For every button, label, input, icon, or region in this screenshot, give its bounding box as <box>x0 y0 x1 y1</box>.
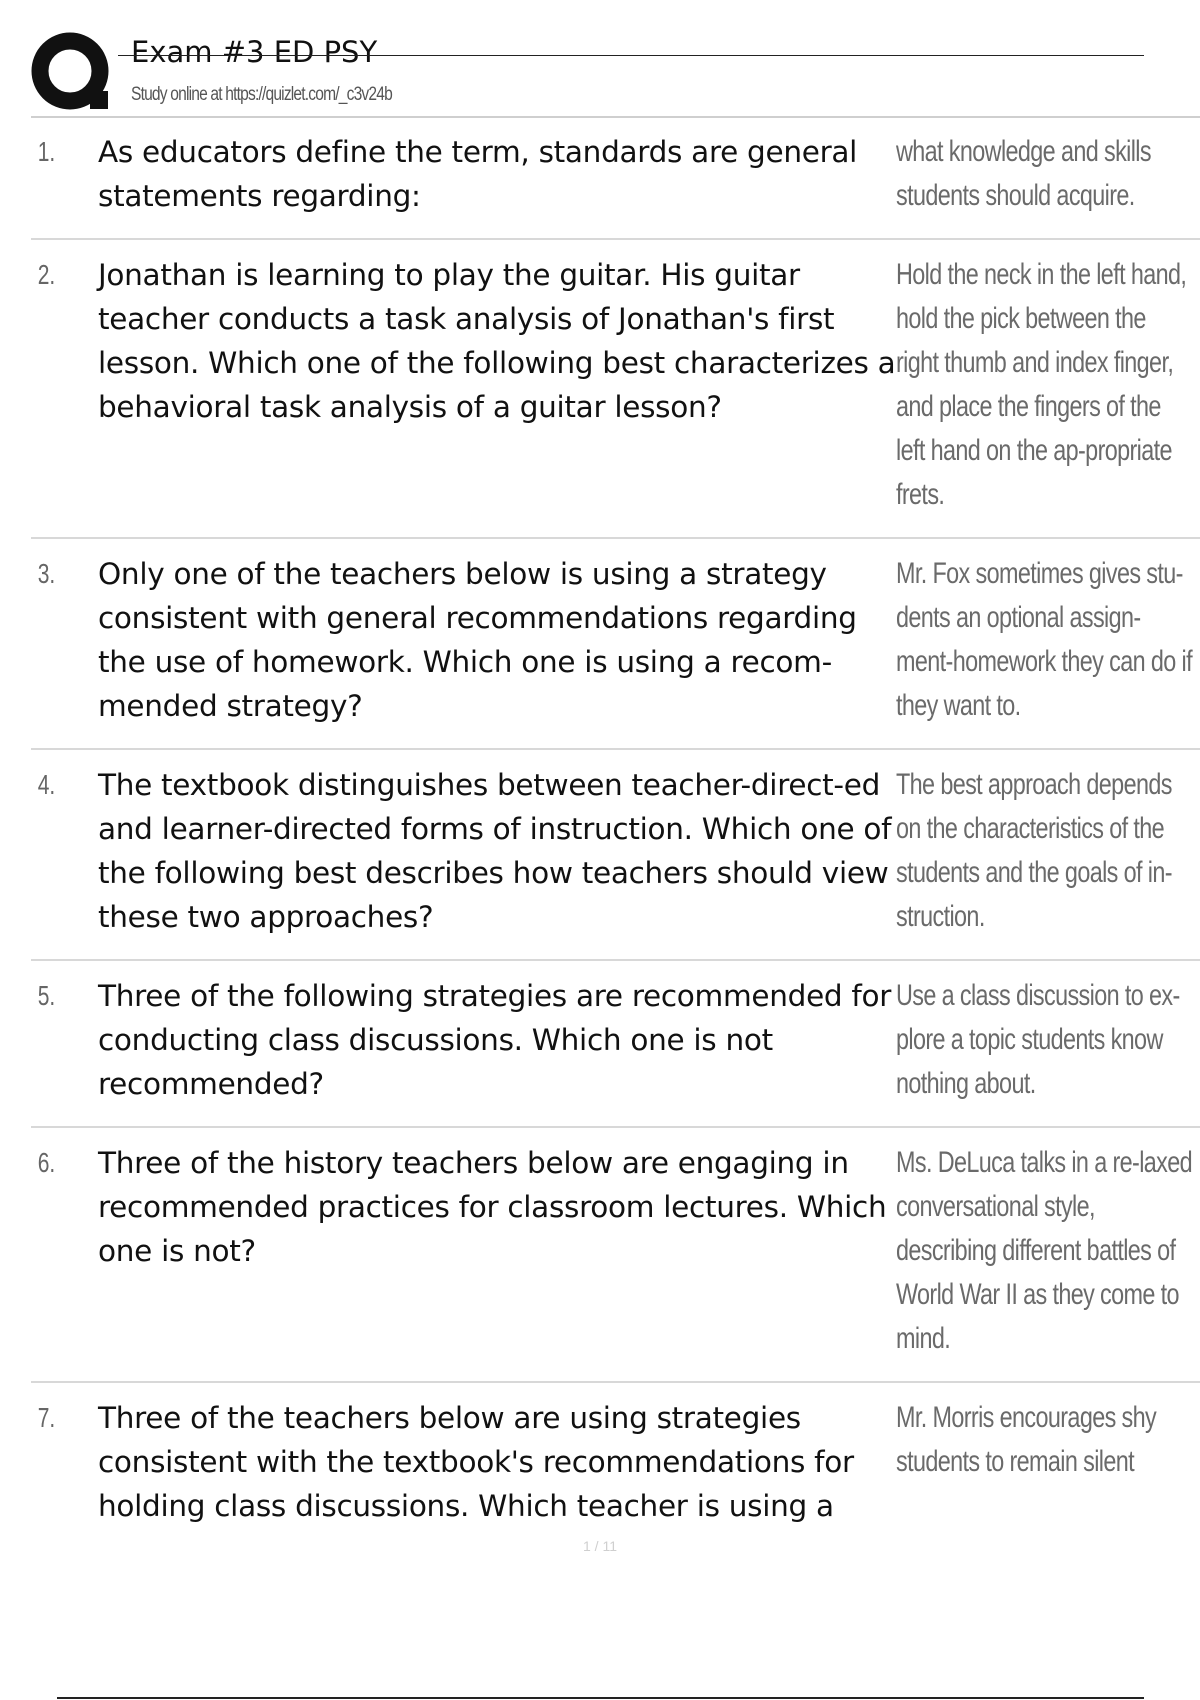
card-term: As educators define the term, standards are general statements regarding: <box>98 135 858 213</box>
flashcard-row <box>31 117 1200 240</box>
card-term: Only one of the teachers below is using a strategy consistent with general recommendations regarding the use of homework. Which one is using a recom-mended strategy? <box>98 557 857 723</box>
card-definition <box>896 974 1200 1106</box>
card-number: 4. <box>37 769 56 800</box>
flashcard-row <box>31 1128 1200 1383</box>
card-definition-text: Ms. DeLuca talks in a re-laxed conversational style, describing different battles of World War II as they come to mind. <box>896 1146 1193 1355</box>
card-number: 7. <box>37 1402 56 1433</box>
card-definition-text: Mr. Morris encourages shy students to remain silent <box>896 1401 1157 1478</box>
card-definition <box>896 1141 1200 1361</box>
flashcard-row <box>31 539 1200 750</box>
card-number: 2. <box>37 259 56 290</box>
card-definition <box>896 1396 1200 1484</box>
card-definition-text: Use a class discussion to ex-plore a topic students know nothing about. <box>896 979 1180 1100</box>
card-number: 6. <box>37 1147 56 1178</box>
card-definition-text: The best approach depends on the characteristics of the students and the goals of in-struction. <box>896 768 1172 933</box>
document-title: Exam #3 ED PSY <box>131 35 378 69</box>
flashcard-row <box>31 1383 1200 1548</box>
page-number: 1 / 11 <box>583 1538 617 1554</box>
flashcard-list <box>31 117 1200 1548</box>
quizlet-logo-icon <box>30 31 112 113</box>
card-definition <box>896 130 1200 218</box>
card-term: The textbook distinguishes between teacher-direct-ed and learner-directed forms of instruction. Which one of the following best describes how teachers should view these two approaches? <box>98 768 892 934</box>
card-term: Three of the history teachers below are engaging in recommended practices for classroom lectures. Which one is not? <box>98 1146 887 1268</box>
card-definition-text: Hold the neck in the left hand, hold the pick between the right thumb and index finger, and place the fingers of the left hand on the ap-propriate frets. <box>896 258 1187 511</box>
card-definition-text: what knowledge and skills students should acquire. <box>896 135 1151 212</box>
card-term: Three of the following strategies are recommended for conducting class discussions. Which one is not recommended? <box>98 979 892 1101</box>
flashcard-row <box>31 750 1200 961</box>
card-number: 1. <box>37 136 56 167</box>
card-definition <box>896 552 1200 728</box>
study-online-link[interactable]: Study online at https://quizlet.com/_c3v24b <box>131 84 392 105</box>
card-number: 5. <box>37 980 56 1011</box>
card-term: Jonathan is learning to play the guitar. His guitar teacher conducts a task analysis of Jonathan's first lesson. Which one of the following best characterizes a behavioral task analysis of a guitar lesson? <box>98 258 896 424</box>
flashcard-row <box>31 961 1200 1128</box>
card-definition-text: Mr. Fox sometimes gives stu-dents an optional assign-ment-homework they can do if they want to. <box>896 557 1192 722</box>
card-term: Three of the teachers below are using strategies consistent with the textbook's recommendations for holding class discussions. Which teacher is using a <box>98 1401 854 1523</box>
title-strike-line <box>118 55 1144 56</box>
card-definition <box>896 253 1200 517</box>
card-number: 3. <box>37 558 56 589</box>
card-definition <box>896 763 1200 939</box>
flashcard-row <box>31 240 1200 539</box>
footer-divider <box>57 1697 1144 1699</box>
